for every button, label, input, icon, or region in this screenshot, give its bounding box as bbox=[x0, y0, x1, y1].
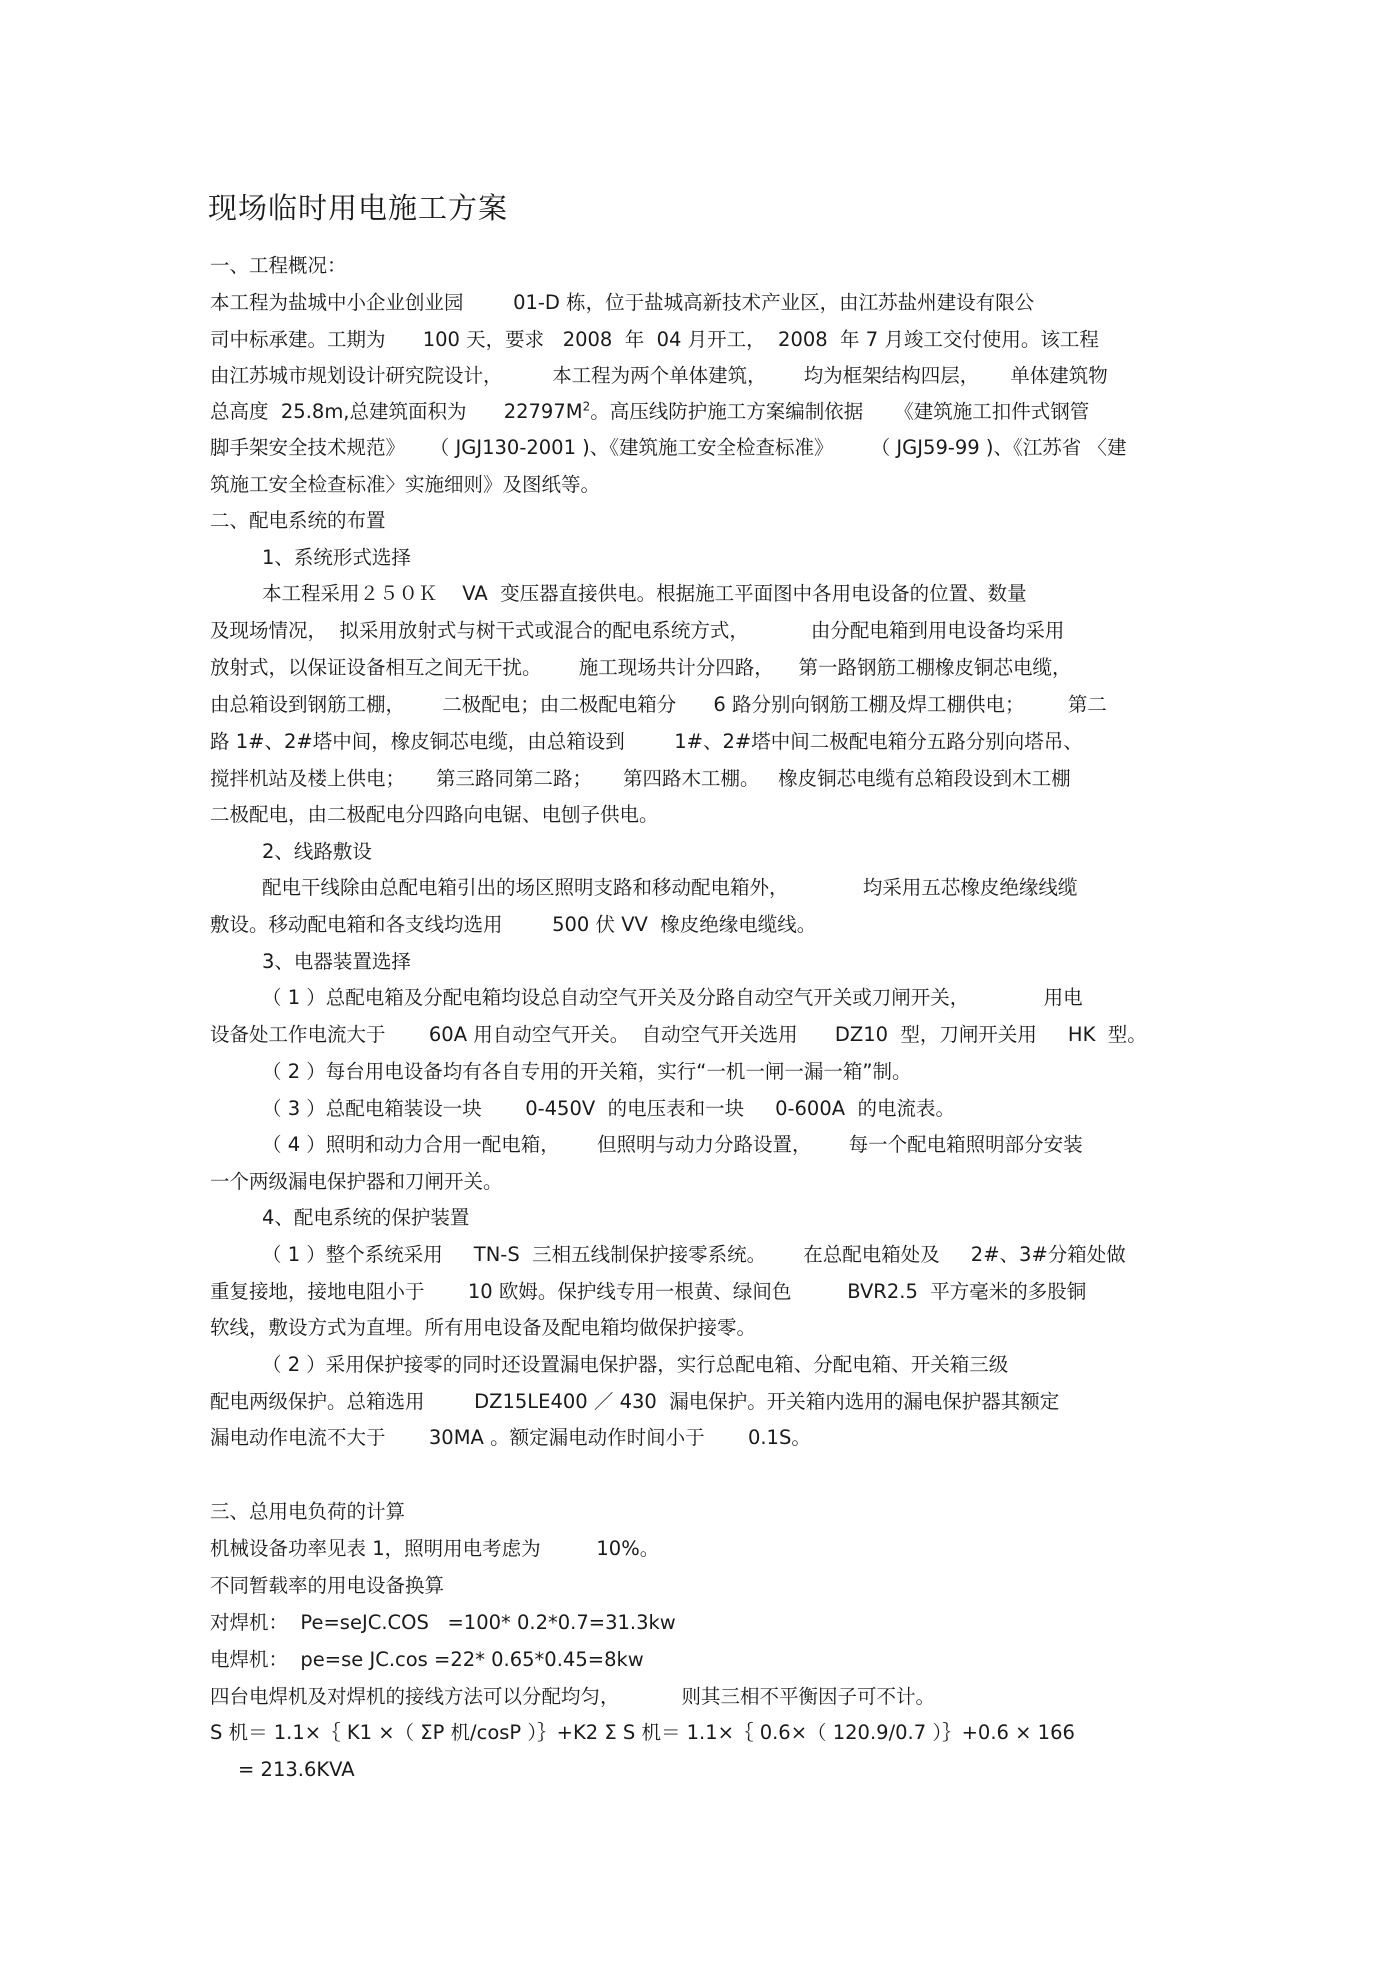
paragraph-line: 配电干线除由总配电箱引出的场区照明支路和移动配电箱外， 均采用五芯橡皮绝缘线缆 bbox=[262, 876, 1078, 899]
subheading: 4、配电系统的保护装置 bbox=[262, 1206, 470, 1229]
paragraph-line: （ 2 ）每台用电设备均有各自专用的开关箱，实行“一机一闸一漏一箱”制。 bbox=[262, 1060, 912, 1083]
paragraph-line: 本工程采用２５０Ｋ VA 变压器直接供电。根据施工平面图中各用电设备的位置、数量 bbox=[262, 582, 1027, 605]
paragraph-line: 由总箱设到钢筋工棚， 二极配电；由二极配电箱分 6 路分别向钢筋工棚及焊工棚供电； 第二 bbox=[210, 693, 1107, 716]
paragraph-line: （ 1 ）整个系统采用 TN-S 三相五线制保护接零系统。 在总配电箱处及 2#、3#分箱处做 bbox=[262, 1243, 1126, 1266]
paragraph-line: （ 3 ）总配电箱装设一块 0-450V 的电压表和一块 0-600A 的电流表。 bbox=[262, 1097, 955, 1120]
paragraph-line: 配电两级保护。总箱选用 DZ15LE400 ／ 430 漏电保护。开关箱内选用的漏电保护器其额定 bbox=[210, 1390, 1060, 1413]
paragraph-line: 筑施工安全检查标准〉实施细则》及图纸等。 bbox=[210, 473, 601, 496]
subheading: 2、线路敷设 bbox=[262, 840, 372, 863]
paragraph-line: 及现场情况， 拟采用放射式与树干式或混合的配电系统方式， 由分配电箱到用电设备均采用 bbox=[210, 619, 1065, 642]
paragraph-line: 敷设。移动配电箱和各支线均选用 500 伏 VV 橡皮绝缘电缆线。 bbox=[210, 913, 817, 936]
paragraph-line: （ 1 ）总配电箱及分配电箱均设总自动空气开关及分路自动空气开关或刀闸开关， 用电 bbox=[262, 986, 1083, 1009]
formula-line: S 机＝ 1.1×｛ K1 ×（ ΣP 机/cosP ）｝+K2 Σ S 机＝ 1.1×｛ 0.6×（ 120.9/0.7 ）｝+0.6 × 166 bbox=[210, 1721, 1075, 1744]
paragraph-line: 二极配电，由二极配电分四路向电锯、电刨子供电。 bbox=[210, 803, 659, 826]
formula-line: 对焊机： Pe=seJC.COS =100* 0.2*0.7=31.3kw bbox=[210, 1611, 676, 1634]
paragraph-line: （ 4 ）照明和动力合用一配电箱， 但照明与动力分路设置， 每一个配电箱照明部分安装 bbox=[262, 1133, 1083, 1156]
paragraph-line: 搅拌机站及楼上供电； 第三路同第二路； 第四路木工棚。 橡皮铜芯电缆有总箱段设到木工棚 bbox=[210, 767, 1071, 790]
formula-line: 电焊机： pe=se JC.cos =22* 0.65*0.45=8kw bbox=[210, 1648, 644, 1671]
paragraph-line: 四台电焊机及对焊机的接线方法可以分配均匀， 则其三相不平衡因子可不计。 bbox=[210, 1685, 935, 1708]
paragraph-line: 一个两级漏电保护器和刀闸开关。 bbox=[210, 1170, 503, 1193]
paragraph-line: 机械设备功率见表 1，照明用电考虑为 10%。 bbox=[210, 1537, 660, 1560]
paragraph-line: 司中标承建。工期为 100 天，要求 2008 年 04 月开工， 2008 年 7 月竣工交付使用。该工程 bbox=[210, 328, 1099, 351]
subheading: 1、系统形式选择 bbox=[262, 546, 411, 569]
paragraph-line: （ 2 ）采用保护接零的同时还设置漏电保护器，实行总配电箱、分配电箱、开关箱三级 bbox=[262, 1353, 1009, 1376]
paragraph-line: 软线，敷设方式为直埋。所有用电设备及配电箱均做保护接零。 bbox=[210, 1316, 757, 1339]
paragraph-line: 漏电动作电流不大于 30MA 。额定漏电动作时间小于 0.1S。 bbox=[210, 1426, 811, 1449]
paragraph-line: 本工程为盐城中小企业创业园 01-D 栋，位于盐城高新技术产业区，由江苏盐州建设有限公 bbox=[210, 291, 1035, 314]
superscript: 2 bbox=[582, 399, 591, 414]
paragraph-line: 设备处工作电流大于 60A 用自动空气开关。 自动空气开关选用 DZ10 型，刀闸开关用 HK 型。 bbox=[210, 1023, 1147, 1046]
paragraph-line: 由江苏城市规划设计研究院设计， 本工程为两个单体建筑， 均为框架结构四层， 单体建筑物 bbox=[210, 364, 1108, 387]
formula-result: = 213.6KVA bbox=[238, 1758, 355, 1781]
document-title: 现场临时用电施工方案 bbox=[208, 191, 509, 225]
section-heading-load: 三、总用电负荷的计算 bbox=[210, 1500, 406, 1523]
subheading: 3、电器装置选择 bbox=[262, 950, 411, 973]
section-heading-overview: 一、工程概况： bbox=[210, 254, 347, 277]
paragraph-line: 放射式，以保证设备相互之间无干扰。 施工现场共计分四路， 第一路钢筋工棚橡皮铜芯电缆， bbox=[210, 656, 1072, 679]
paragraph-line-area: 总高度 25.8m,总建筑面积为 $22797M^2$。高压线防护施工方案编制依据 《建筑施工扣件式钢管 bbox=[210, 399, 1090, 423]
paragraph-line: 重复接地，接地电阻小于 10 欧姆。保护线专用一根黄、绿间色 BVR2.5 平方毫米的多股铜 bbox=[210, 1280, 1087, 1303]
paragraph-line: 脚手架安全技术规范》 （ JGJ130-2001 )、《建筑施工安全检查标准》 （ JGJ59-99 )、《江苏省 〈建 bbox=[210, 436, 1127, 459]
section-heading-distribution: 二、配电系统的布置 bbox=[210, 509, 386, 532]
paragraph-line: 路 1#、2#塔中间，橡皮铜芯电缆，由总箱设到 1#、2#塔中间二极配电箱分五路分别向塔吊、 bbox=[210, 730, 1083, 753]
paragraph-line: 不同暂载率的用电设备换算 bbox=[210, 1574, 445, 1597]
